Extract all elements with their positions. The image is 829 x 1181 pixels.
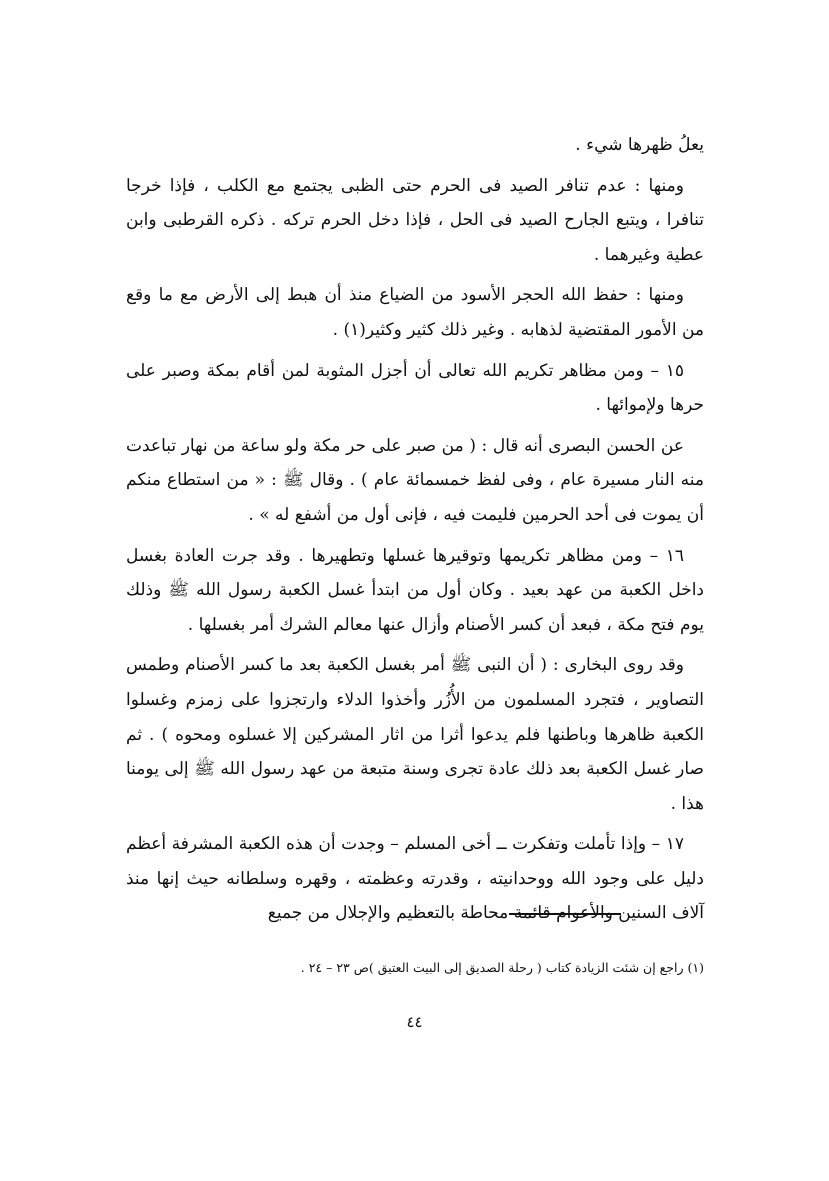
footnote-divider: [509, 913, 621, 915]
paragraph-8: ١٧ – وإذا تأملت وتفكرت ــ أخى المسلم – وجدت أن هذه الكعبة المشرفة أعظم دليل على وجود الله ووحدانيته ، وقدرته وعظمته ، وقهره وسلطانه حيث إنها منذ آلاف السنين والأعوام قائمة محاطة بالتعظيم والإجلال من جميع: [126, 834, 704, 924]
paragraph-4: ١٥ – ومن مظاهر تكريم الله تعالى أن أجزل المثوبة لمن أقام بمكة وصبر على حرها ولإموائها .: [126, 360, 704, 416]
paragraph-7: وقد روى البخارى : ( أن النبى ﷺ أمر بغسل الكعبة بعد ما كسر الأصنام وطمس التصاوير ، فتجرد المسلمون من الأُزُر وأخذوا الدلاء وارتجزوا على زمزم وغسلوا الكعبة ظاهرها وباطنها فلم يدعوا أثرا من اثار المشركين إلا غسلوه ومحوه ) . ثم صار غسل الكعبة بعد ذلك عادة تجرى وسنة متبعة من عهد رسول الله ﷺ إلى يومنا هذا .: [126, 655, 704, 814]
paragraph-6: ١٦ – ومن مظاهر تكريمها وتوقيرها غسلها وتطهيرها . وقد جرت العادة بغسل داخل الكعبة من عهد بعيد . وكان أول من ابتدأ غسل الكعبة رسول الله ﷺ وذلك يوم فتح مكة ، فبعد أن كسر الأصنام وأزال عنها معالم الشرك أمر بغسلها .: [126, 545, 704, 635]
paragraph-5: عن الحسن البصرى أنه قال : ( من صبر على حر مكة ولو ساعة من نهار تباعدت منه النار مسيرة عام ، وفى لفظ خمسمائة عام ) . وقال ﷺ : « من استطاع منكم أن يموت فى أحد الحرمين فليمت فيه ، فإنى أول من أشفع له » .: [126, 435, 704, 525]
page-number: ٤٤: [406, 1013, 423, 1031]
paragraph-3: ومنها : حفظ الله الحجر الأسود من الضياع منذ أن هبط إلى الأرض مع ما وقع من الأمور المقتضية لذهابه . وغير ذلك كثير وكثير(١) .: [126, 285, 704, 340]
body-text: [126, 128, 704, 937]
paragraph-2: ومنها : عدم تنافر الصيد فى الحرم حتى الظبى يجتمع مع الكلب ، فإذا خرجا تنافرا ، ويتبع الجارح الصيد فى الحل ، فإذا دخل الحرم تركه . ذكره القرطبى وابن عطية وغيرهما .: [126, 175, 704, 265]
footnote: (١) راجع إن شئت الزيادة كتاب ( رحلة الصديق إلى البيت العتيق )ص ٢٣ – ٢٤ .: [300, 960, 704, 975]
paragraph-1: يعلُ ظهرها شيء .: [575, 135, 704, 155]
